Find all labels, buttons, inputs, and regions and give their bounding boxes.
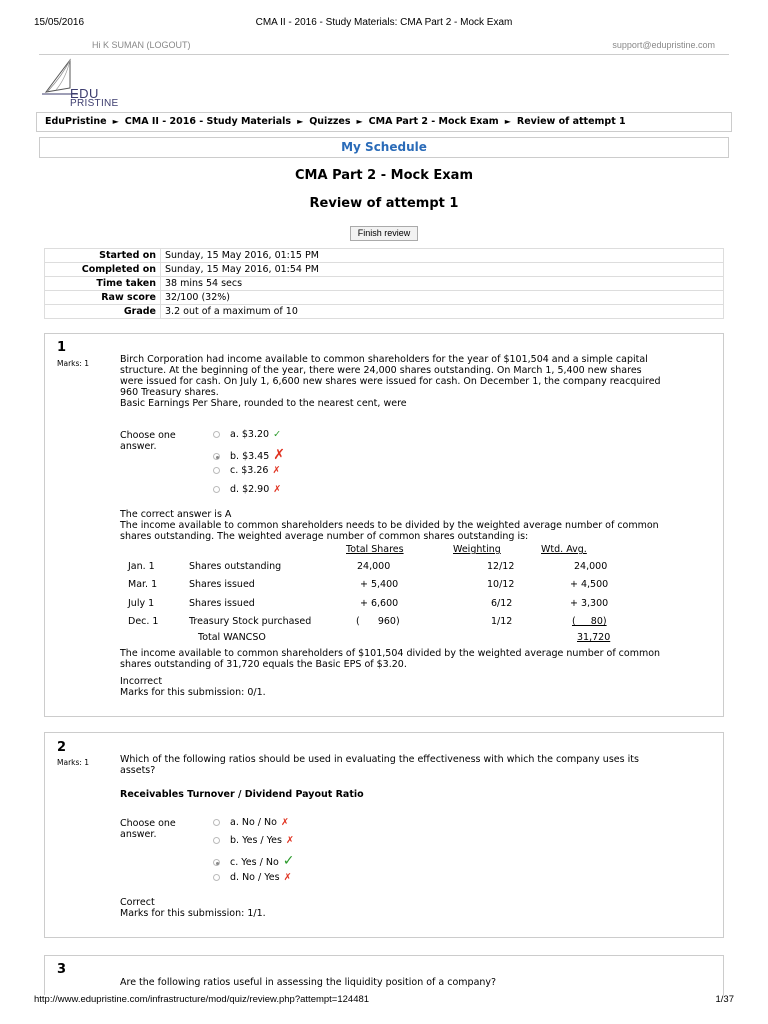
- option-d[interactable]: [213, 872, 292, 886]
- question-3-box: [44, 955, 724, 995]
- question-text-line: Which of the following ratios should be used in evaluating the effectiveness with which the company uses its: [120, 754, 639, 765]
- cell-avg: ( 80): [572, 616, 607, 627]
- table-row: [120, 579, 680, 592]
- option-a[interactable]: [213, 429, 281, 443]
- print-title: CMA II - 2016 - Study Materials: CMA Part 2 - Mock Exam: [255, 17, 513, 28]
- radio-button-selected[interactable]: [213, 859, 220, 866]
- cell-desc: Treasury Stock purchased: [189, 616, 312, 627]
- cross-mark-icon: ✗: [273, 447, 286, 463]
- summary-value: Sunday, 15 May 2016, 01:15 PM: [161, 249, 724, 263]
- breadcrumb-item-quizzes[interactable]: Quizzes: [309, 116, 351, 127]
- question-text: [120, 354, 710, 409]
- user-logout-link[interactable]: Hi K SUMAN (LOGOUT): [92, 40, 191, 50]
- choose-one-label: Choose one answer.: [120, 430, 176, 452]
- option-label: d. No / Yes: [230, 872, 280, 883]
- submission-marks: Marks for this submission: 0/1.: [120, 687, 266, 698]
- review-title: Review of attempt 1: [309, 196, 459, 211]
- option-label: a. No / No: [230, 817, 277, 828]
- feedback-text: [120, 509, 720, 542]
- question-text-line: Basic Earnings Per Share, rounded to the nearest cent, were: [120, 398, 407, 409]
- question-text-line: 960 Treasury shares.: [120, 387, 219, 398]
- breadcrumb-separator-icon: ►: [504, 117, 511, 126]
- breadcrumb-separator-icon: ►: [297, 117, 304, 126]
- print-header: [34, 17, 734, 29]
- choose-one-label: Choose one answer.: [120, 818, 176, 840]
- option-label: d. $2.90: [230, 484, 270, 495]
- question-text-line: structure. At the beginning of the year, there were 24,000 shares outstanding. On March 1, 5,400 new shares: [120, 365, 642, 376]
- logo-text-pristine: PRISTINE: [70, 98, 119, 109]
- edupristine-logo[interactable]: [40, 58, 140, 110]
- question-1-box: [44, 333, 724, 717]
- summary-value: 32/100 (32%): [161, 291, 724, 305]
- print-date: 15/05/2016: [34, 17, 85, 28]
- option-label: a. $3.20: [230, 429, 270, 440]
- grading-result: [120, 897, 720, 919]
- table-row: [120, 616, 680, 629]
- cell-total: + 6,600: [360, 598, 399, 609]
- question-number: 3: [57, 962, 67, 977]
- feedback-summary: [120, 648, 720, 670]
- table-row: [45, 277, 724, 291]
- feedback-line: The income available to common shareholders needs to be divided by the weighted average number of common: [120, 520, 659, 531]
- question-marks: Marks: 1: [57, 758, 90, 767]
- option-label: c. $3.26: [230, 465, 269, 476]
- table-row: [45, 263, 724, 277]
- submission-marks: Marks for this submission: 1/1.: [120, 908, 266, 919]
- breadcrumb-separator-icon: ►: [356, 117, 363, 126]
- feedback-line: shares outstanding of 31,720 equals the Basic EPS of $3.20.: [120, 659, 407, 670]
- cell-date: Dec. 1: [128, 616, 159, 627]
- question-text-line: Birch Corporation had income available to common shareholders for the year of $101,504 and a simple capital: [120, 354, 648, 365]
- question-number: 2: [57, 740, 67, 755]
- cross-mark-icon: ✗: [283, 872, 292, 883]
- cell-date: Mar. 1: [128, 579, 158, 590]
- cell-desc: Shares issued: [189, 579, 255, 590]
- option-b[interactable]: [213, 447, 285, 461]
- radio-button[interactable]: [213, 819, 220, 826]
- option-c[interactable]: [213, 465, 280, 479]
- cell-weight: 1/12: [491, 616, 513, 627]
- total-label: Total WANCSO: [198, 632, 266, 643]
- summary-label: Started on: [45, 249, 161, 263]
- breadcrumb: [36, 112, 732, 132]
- option-label: b. $3.45: [230, 451, 270, 462]
- feedback-line: shares outstanding. The weighted average number of common shares outstanding is:: [120, 531, 529, 542]
- column-header: Wtd. Avg.: [541, 544, 587, 555]
- table-header-row: [120, 544, 680, 557]
- check-mark-icon: ✓: [273, 429, 282, 440]
- check-mark-icon: ✓: [282, 853, 295, 869]
- cell-desc: Shares outstanding: [189, 561, 282, 572]
- breadcrumb-separator-icon: ►: [112, 117, 119, 126]
- cell-avg: + 3,300: [570, 598, 609, 609]
- table-row: [120, 561, 680, 574]
- column-header: Weighting: [453, 544, 501, 555]
- summary-label: Completed on: [45, 263, 161, 277]
- attempt-summary-table: [44, 248, 724, 319]
- total-value: 31,720: [577, 632, 611, 643]
- cross-mark-icon: ✗: [273, 484, 282, 495]
- radio-button-selected[interactable]: [213, 453, 220, 460]
- logo-text-edu: EDU: [70, 86, 99, 101]
- radio-button[interactable]: [213, 874, 220, 881]
- support-email-link[interactable]: support@edupristine.com: [612, 40, 715, 50]
- cell-avg: + 4,500: [570, 579, 609, 590]
- result-status: Correct: [120, 897, 155, 908]
- page-url: http://www.edupristine.com/infrastructure/mod/quiz/review.php?attempt=124481: [34, 994, 370, 1005]
- summary-label: Grade: [45, 305, 161, 319]
- radio-button[interactable]: [213, 837, 220, 844]
- breadcrumb-item-edupristine[interactable]: EduPristine: [45, 116, 107, 127]
- breadcrumb-item-study-materials[interactable]: CMA II - 2016 - Study Materials: [124, 116, 292, 127]
- feedback-line: The income available to common shareholders of $101,504 divided by the weighted average number of common: [120, 648, 661, 659]
- cross-mark-icon: ✗: [280, 817, 289, 828]
- table-row: [120, 598, 680, 611]
- radio-button[interactable]: [213, 467, 220, 474]
- question-marks: Marks: 1: [57, 359, 90, 368]
- cell-weight: 10/12: [487, 579, 515, 590]
- header-divider: [39, 54, 729, 55]
- finish-review-button[interactable]: Finish review: [350, 226, 418, 241]
- cell-total: 24,000: [357, 561, 391, 572]
- breadcrumb-item-review: Review of attempt 1: [516, 116, 626, 127]
- cross-mark-icon: ✗: [272, 465, 281, 476]
- summary-label: Time taken: [45, 277, 161, 291]
- feedback-line: The correct answer is A: [120, 509, 232, 520]
- table-row: [45, 291, 724, 305]
- cell-date: July 1: [128, 598, 155, 609]
- cell-weight: 12/12: [487, 561, 515, 572]
- breadcrumb-item-mock-exam[interactable]: CMA Part 2 - Mock Exam: [368, 116, 499, 127]
- cell-date: Jan. 1: [128, 561, 155, 572]
- option-label: b. Yes / Yes: [230, 835, 282, 846]
- table-row: [45, 249, 724, 263]
- summary-label: Raw score: [45, 291, 161, 305]
- summary-value: 3.2 out of a maximum of 10: [161, 305, 724, 319]
- question-2-box: [44, 732, 724, 938]
- option-a[interactable]: [213, 817, 289, 831]
- radio-button[interactable]: [213, 431, 220, 438]
- cross-mark-icon: ✗: [285, 835, 294, 846]
- option-c[interactable]: [213, 853, 295, 867]
- column-header: Total Shares: [346, 544, 404, 555]
- question-subhead: Receivables Turnover / Dividend Payout Ratio: [120, 789, 364, 800]
- summary-value: Sunday, 15 May 2016, 01:54 PM: [161, 263, 724, 277]
- option-b[interactable]: [213, 835, 294, 849]
- cell-weight: 6/12: [491, 598, 513, 609]
- question-text: Are the following ratios useful in assessing the liquidity position of a company?: [120, 977, 497, 988]
- option-label: c. Yes / No: [230, 857, 279, 868]
- question-number: 1: [57, 340, 67, 355]
- question-text: [120, 754, 710, 776]
- table-total-row: [120, 632, 680, 645]
- quiz-title: CMA Part 2 - Mock Exam: [295, 168, 473, 183]
- question-text-line: assets?: [120, 765, 156, 776]
- question-text-line: were issued for cash. On July 1, 6,600 new shares were issued for cash. On December 1, the company reacquired: [120, 376, 661, 387]
- page-number: 1/37: [715, 994, 734, 1005]
- result-status: Incorrect: [120, 676, 163, 687]
- cell-total: ( 960): [356, 616, 400, 627]
- table-row: [45, 305, 724, 319]
- radio-button[interactable]: [213, 486, 220, 493]
- cell-avg: 24,000: [574, 561, 608, 572]
- cell-total: + 5,400: [360, 579, 399, 590]
- grading-result: [120, 676, 720, 698]
- cell-desc: Shares issued: [189, 598, 255, 609]
- option-d[interactable]: [213, 484, 281, 498]
- my-schedule-link[interactable]: My Schedule: [39, 137, 729, 158]
- summary-value: 38 mins 54 secs: [161, 277, 724, 291]
